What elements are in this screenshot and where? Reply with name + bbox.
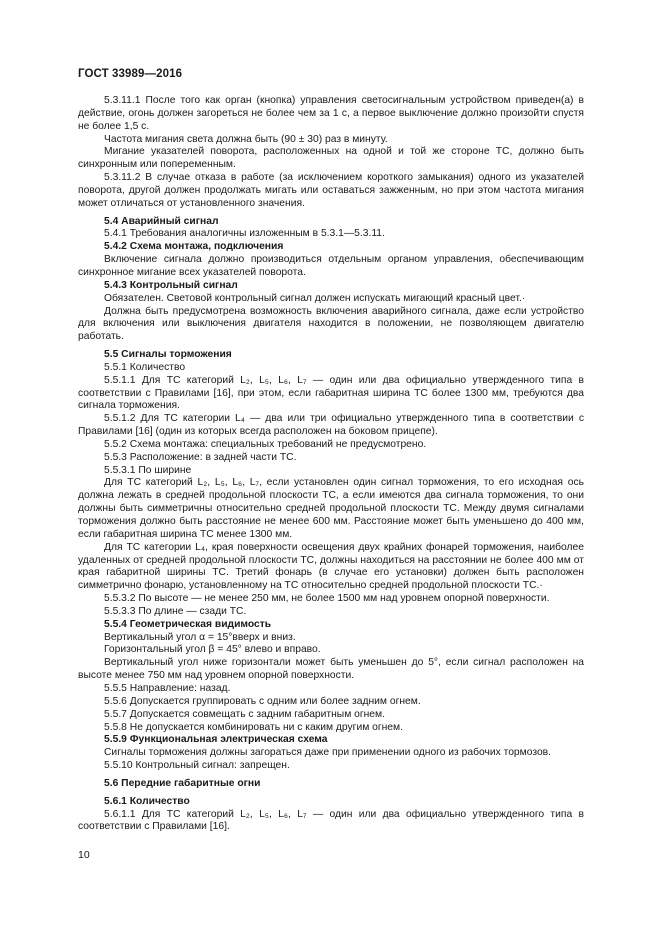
paragraph: Обязателен. Световой контрольный сигнал должен испускать мигающий красный цвет.· <box>104 292 526 304</box>
subsection-heading: 5.4.3 Контрольный сигнал <box>104 279 238 291</box>
paragraph: Мигание указателей поворота, расположенных на одной и той же стороне ТС, должно быть синхронным или попеременным. <box>78 146 584 171</box>
paragraph: 5.6.1.1 Для ТС категорий L₂, L₅, L₆, L₇ — один или два официально утвержденного типа в соответствии с Правилами [16]. <box>78 808 584 833</box>
subsection-heading: 5.6.1 Количество <box>104 795 190 807</box>
paragraph: Вертикальный угол ниже горизонтали может быть уменьшен до 5°, если сигнал расположен на высоте менее 750 мм над уровнем опорной поверхности. <box>78 657 584 682</box>
paragraph: 5.5.3.3 По длине — сзади ТС. <box>104 605 247 617</box>
document-body <box>78 95 584 834</box>
paragraph: Включение сигнала должно производиться отдельным органом управления, обеспечивающим синхронное мигание всех указателей поворота. <box>78 254 584 278</box>
paragraph: Частота мигания света должна быть (90 ± 30) раз в минуту. <box>104 133 388 145</box>
paragraph: 5.5.1.1 Для ТС категорий L₂, L₅, L₆, L₇ — один или два официально утвержденного типа в соответствии с Правилами [16], при этом, если габаритная ширина ТС более 1300 мм, требуются два сигнала торможения. <box>78 374 584 412</box>
paragraph: 5.3.11.1 После того как орган (кнопка) управления светосигнальным устройством приведен(а) в действие, огонь должен загореться не более чем за 1 с, а первое выключение должно произойти спустя не более 1,5 с. <box>78 95 584 132</box>
paragraph: Для ТС категории L₄, края поверхности освещения двух крайних фонарей торможения, наиболее удаленных от средней продольной плоскости ТС, должны находиться на расстоянии не более 400 мм от края габаритной ширины ТС. Третий фонарь (в случае его установки) должен быть расположен симметрично фонарю, установленному на ТС относительно средней продольной плоскости ТС.· <box>78 541 584 592</box>
section-heading: 5.6 Передние габаритные огни <box>104 777 261 789</box>
paragraph: Горизонтальный угол β = 45° влево и вправо. <box>104 644 321 656</box>
paragraph: 5.5.3 Расположение: в задней части ТС. <box>104 451 297 463</box>
subsection-heading: 5.5.4 Геометрическая видимость <box>104 618 272 630</box>
section-heading: 5.4 Аварийный сигнал <box>104 215 219 227</box>
paragraph: 5.5.6 Допускается группировать с одним или более задним огнем. <box>104 695 421 707</box>
paragraph: 5.5.1 Количество <box>104 361 186 373</box>
paragraph: Должна быть предусмотрена возможность включения аварийного сигнала, даже если устройство для включения или выключения двигателя находится в положении, не позволяющем двигателю работать. <box>78 305 584 343</box>
paragraph: 5.3.11.2 В случае отказа в работе (за исключением короткого замыкания) одного из указателей поворота, другой должен продолжать мигать или оставаться зажженным, но при этом частота мигания может отличаться от установленного значения. <box>78 172 584 209</box>
paragraph: 5.5.7 Допускается совмещать с задним габаритным огнем. <box>104 708 385 720</box>
subsection-heading: 5.4.2 Схема монтажа, подключения <box>104 241 284 253</box>
paragraph: 5.5.2 Схема монтажа: специальных требований не предусмотрено. <box>104 438 427 450</box>
paragraph: Вертикальный угол α = 15°вверх и вниз. <box>104 631 296 643</box>
paragraph: Для ТС категорий L₂, L₅, L₆, L₇, если установлен один сигнал торможения, то его исходная ось должна лежать в средней продольной плоскости ТС, а если имеются два сигнала торможения, то они должны быть симметричны относительно средней продольной плоскости ТС. Между двумя сигналами торможения должно быть расстояние не менее 600 мм. Расстояние может быть уменьшено до 400 мм, если габаритная ширина ТС менее 1300 мм. <box>78 477 584 540</box>
paragraph: 5.5.5 Направление: назад. <box>104 682 231 694</box>
paragraph: 5.5.10 Контрольный сигнал: запрещен. <box>104 760 290 772</box>
paragraph: 5.5.3.2 По высоте — не менее 250 мм, не более 1500 мм над уровнем опорной поверхности. <box>104 593 550 605</box>
paragraph: Сигналы торможения должны загораться даже при применении одного из рабочих тормозов. <box>104 747 552 759</box>
paragraph: 5.5.1.2 Для ТС категории L₄ — два или три официально утвержденного типа в соответствии с Правилами [16] (один из которых всегда расположен на боковом прицепе). <box>78 413 584 438</box>
paragraph: 5.5.3.1 По ширине <box>104 464 192 476</box>
section-heading: 5.5 Сигналы торможения <box>104 349 232 361</box>
page-number: 10 <box>78 849 90 861</box>
subsection-heading: 5.5.9 Функциональная электрическая схема <box>104 734 328 746</box>
paragraph: 5.5.8 Не допускается комбинировать ни с каким другим огнем. <box>104 721 403 733</box>
document-header: ГОСТ 33989—2016 <box>78 68 183 80</box>
paragraph: 5.4.1 Требования аналогичны изложенным в 5.3.1—5.3.11. <box>104 228 385 240</box>
